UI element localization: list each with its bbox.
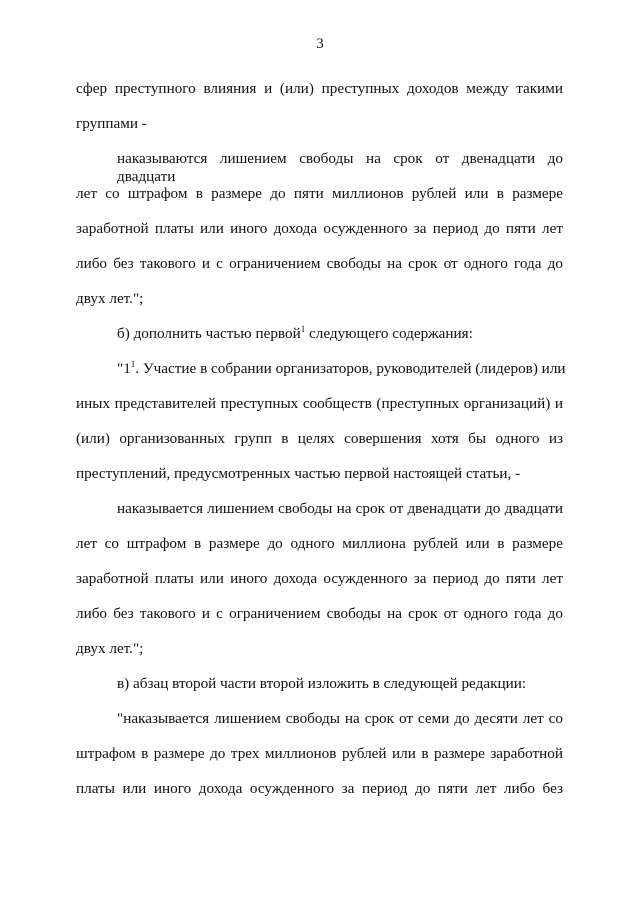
text-segment: б) дополнить частью первой <box>117 325 301 342</box>
superscript: 1 <box>130 359 136 369</box>
text-line: наказывается лишением свободы на срок от двенадцати до двадцати <box>117 500 563 517</box>
text-segment: "1 <box>117 360 131 377</box>
text-line: двух лет."; <box>76 290 144 307</box>
page-number: 3 <box>316 36 324 52</box>
text-line: "наказывается лишением свободы на срок от семи до десяти лет со <box>117 710 563 727</box>
text-line: группами - <box>76 115 147 132</box>
text-line: либо без такового и с ограничением свободы на срок от одного года до <box>76 255 563 272</box>
text-line: наказываются лишением свободы на срок от двенадцати до двадцати <box>117 150 563 185</box>
text-line: заработной платы или иного дохода осужденного за период до пяти лет <box>76 570 563 587</box>
text-line: лет со штрафом в размере до одного миллиона рублей или в размере <box>76 535 563 552</box>
superscript: 1 <box>300 324 306 334</box>
text-line: (или) организованных групп в целях совершения хотя бы одного из <box>76 430 563 447</box>
text-segment: . Участие в собрании организаторов, руководителей (лидеров) или <box>135 360 566 377</box>
text-line: лет со штрафом в размере до пяти миллионов рублей или в размере <box>76 185 563 202</box>
text-line <box>117 359 566 378</box>
text-line <box>117 325 563 343</box>
text-segment: следующего содержания: <box>305 325 473 342</box>
text-line: заработной платы или иного дохода осужденного за период до пяти лет <box>76 220 563 237</box>
text-line: иных представителей преступных сообществ (преступных организаций) и <box>76 395 563 412</box>
text-line: двух лет."; <box>76 640 144 657</box>
text-line: преступлений, предусмотренных частью первой настоящей статьи, - <box>76 465 521 482</box>
text-line: платы или иного дохода осужденного за период до пяти лет либо без <box>76 780 563 797</box>
text-line: сфер преступного влияния и (или) преступных доходов между такими <box>76 80 563 97</box>
text-line: в) абзац второй части второй изложить в следующей редакции: <box>117 675 527 692</box>
text-line: либо без такового и с ограничением свободы на срок от одного года до <box>76 605 563 622</box>
text-line: штрафом в размере до трех миллионов рублей или в размере заработной <box>76 745 563 762</box>
